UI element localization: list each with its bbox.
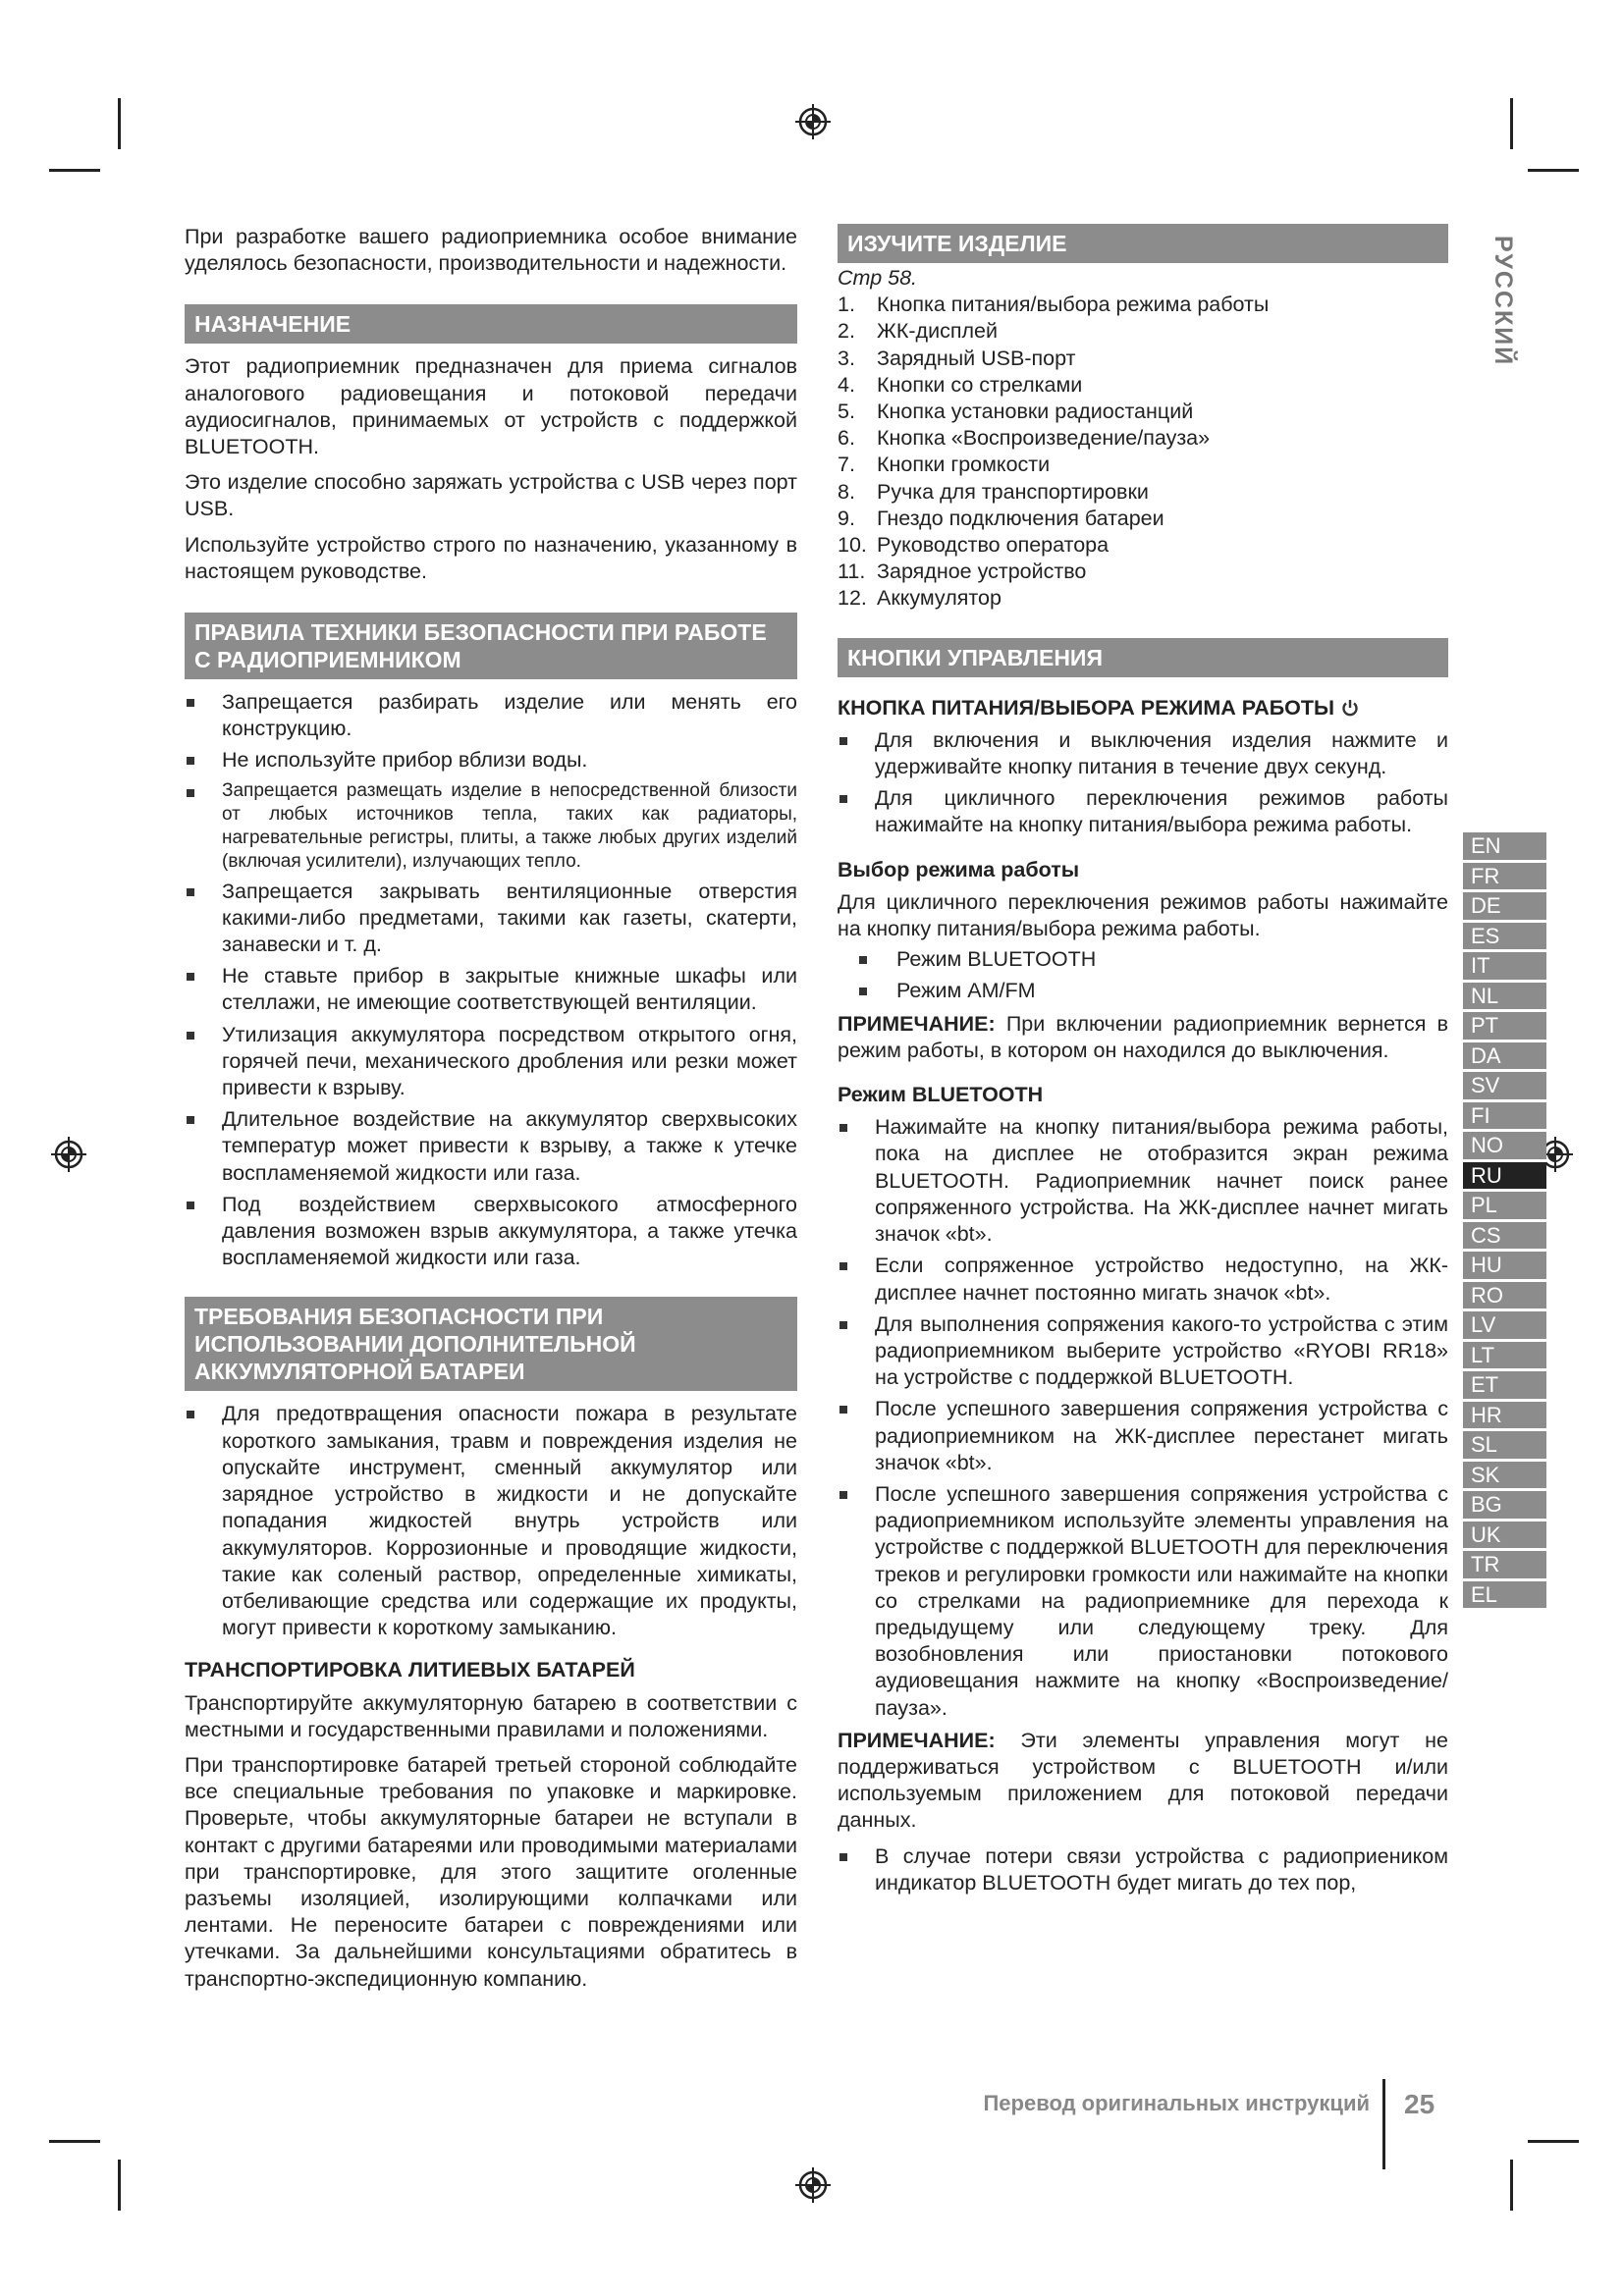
transport-paragraph: При транспортировке батарей третьей стороной соблюдайте все специальные требования по упаковке и маркировке. Проверьте, чтобы аккумуляторные батареи не вступали в контакт с другими батареями или проводимыми материалами при транспортировке, для этого защитите оголенные разъемы изоляцией, изолирующими колпачками или лентами. Не переносите батареи с повреждениями или утечками. За дальнейшими консультациями обратитесь в транспортно-экспедиционную компанию. [185, 1752, 797, 1991]
language-tab-active[interactable]: RU [1463, 1162, 1546, 1193]
list-item: Запрещается закрывать вентиляционные отверстия какими-либо предметами, такими как газеты, скатерти, занавески и т. д. [185, 879, 797, 959]
language-tab[interactable]: TR [1463, 1551, 1546, 1581]
language-tab[interactable]: NO [1463, 1132, 1546, 1162]
intro-paragraph: При разработке вашего радиоприемника особое внимание уделялось безопасности, производительности и надежности. [185, 225, 797, 276]
page-reference: Стр 58. [838, 266, 918, 290]
page-number: 25 [1404, 2089, 1435, 2119]
language-tab[interactable]: DA [1463, 1042, 1546, 1073]
language-tab[interactable]: FI [1463, 1102, 1546, 1133]
language-tab[interactable]: LT [1463, 1342, 1546, 1372]
language-tab[interactable]: CS [1463, 1222, 1546, 1253]
list-item: 7. Кнопки громкости [838, 453, 1051, 477]
note-paragraph: ПРИМЕЧАНИЕ: При включении радиоприемник вернется в режим работы, в котором он находился до выключения. [838, 1011, 1448, 1062]
language-tab[interactable]: PT [1463, 1012, 1546, 1042]
purpose-paragraph: Это изделие способно заряжать устройства с USB через порт USB. [185, 470, 797, 521]
list-item: Если сопряженное устройство недоступно, на ЖК-дисплее начнет постоянно мигать значок «bt». [838, 1253, 1448, 1306]
language-tab[interactable]: ET [1463, 1371, 1546, 1402]
right-column [838, 224, 1448, 1902]
battery-list [185, 1401, 797, 1641]
language-tab[interactable]: DE [1463, 892, 1546, 923]
list-item: Для предотвращения опасности пожара в результате короткого замыкания, травм и повреждения изделия не опускайте инструмент, сменный аккумулятор или зарядное устройство в жидкости и не допускайте попадания жидкостей внутрь устройств или аккумуляторов. Коррозионные и проводящие жидкости, такие как соленый раствор, определенные химикаты, отбеливающие средства или содержащие их продукты, могут привести к короткому замыканию. [185, 1401, 797, 1641]
list-item: 3. Зарядный USB-порт [838, 346, 1076, 370]
list-item: 10. Руководство оператора [838, 533, 1110, 558]
list-item: 6. Кнопка «Воспроизведение/пауза» [838, 426, 1211, 451]
crop-mark [118, 98, 121, 149]
crop-mark [118, 2160, 121, 2211]
note-paragraph: ПРИМЕЧАНИЕ: Эти элементы управления могут не поддерживаться устройством с BLUETOOTH и/или используемым приложением для потоковой передачи данных. [838, 1728, 1448, 1833]
language-tab[interactable]: UK [1463, 1522, 1546, 1552]
language-tab[interactable]: SL [1463, 1431, 1546, 1462]
crop-mark [49, 2140, 100, 2143]
footer-text: Перевод оригинальных инструкций [983, 2091, 1370, 2115]
crop-mark [49, 169, 100, 172]
crop-mark [1528, 169, 1579, 172]
list-item: Для цикличного переключения режимов работы нажимайте на кнопку питания/выбора режима работы. [838, 785, 1448, 838]
power-list [838, 727, 1448, 839]
language-tab[interactable]: RO [1463, 1282, 1546, 1312]
section-heading-controls: КНОПКИ УПРАВЛЕНИЯ [838, 638, 1448, 677]
list-item: Запрещается размещать изделие в непосредственной близости от любых источников тепла, таких как радиаторы, нагревательные регистры, плиты, а также любых других изделий (включая усилители), излучающих тепло. [185, 779, 797, 874]
language-tab[interactable]: EL [1463, 1581, 1546, 1612]
language-tab[interactable]: ES [1463, 923, 1546, 953]
list-item: Для выполнения сопряжения какого-то устройства с этим радиоприемником выберите устройство «RYOBI RR18» на устройстве с поддержкой BLUETOOTH. [838, 1311, 1448, 1392]
list-item: Не используйте прибор вблизи воды. [185, 747, 797, 774]
language-tab[interactable]: LV [1463, 1311, 1546, 1342]
crop-mark [1510, 98, 1513, 149]
language-tabs [1463, 832, 1546, 1611]
language-tab[interactable]: HR [1463, 1402, 1546, 1432]
language-tab[interactable]: HU [1463, 1252, 1546, 1282]
transport-paragraph: Транспортируйте аккумуляторную батарею в соответствии с местными и государственными правилами и положениями. [185, 1690, 797, 1741]
language-tab[interactable]: PL [1463, 1192, 1546, 1222]
list-item: 2. ЖК-дисплей [838, 319, 998, 344]
list-item: Режим BLUETOOTH [838, 946, 1448, 973]
list-item: Под воздействием сверхвысокого атмосферного давления возможен взрыв аккумулятора, а также утечка воспламеняемой жидкости или газа. [185, 1192, 797, 1272]
parts-list [838, 292, 1448, 612]
language-tab[interactable]: SV [1463, 1072, 1546, 1102]
section-heading-battery: ТРЕБОВАНИЯ БЕЗОПАСНОСТИ ПРИ ИСПОЛЬЗОВАНИИ ДОПОЛНИТЕЛЬНОЙ АККУМУЛЯТОРНОЙ БАТАРЕИ [185, 1297, 797, 1391]
language-tab[interactable]: FR [1463, 863, 1546, 893]
bluetooth-list-continued [838, 1843, 1448, 1896]
list-item: 11. Зарядное устройство [838, 560, 1087, 584]
list-item: Утилизация аккумулятора посредством открытого огня, горячей печи, механического дробления или резки может привести к взрыву. [185, 1022, 797, 1102]
list-item: Запрещается разбирать изделие или менять его конструкцию. [185, 689, 797, 742]
list-item: Не ставьте прибор в закрытые книжные шкафы или стеллажи, не имеющие соответствующей вентиляции. [185, 963, 797, 1016]
registration-crosshair-icon [793, 102, 833, 141]
list-item: После успешного завершения сопряжения устройства с радиоприемником на ЖК-дисплее перестанет мигать значок «bt». [838, 1396, 1448, 1476]
language-tab[interactable]: EN [1463, 832, 1546, 863]
mode-heading: Выбор режима работы [838, 857, 1080, 881]
footer-divider [1382, 2079, 1385, 2169]
safety-list [185, 689, 797, 1271]
list-item: 12. Аккумулятор [838, 586, 1001, 611]
list-item: 5. Кнопка установки радиостанций [838, 400, 1194, 424]
language-tab[interactable]: SK [1463, 1462, 1546, 1492]
list-item: После успешного завершения сопряжения устройства с радиоприемником используйте элементы управления на устройстве с поддержкой BLUETOOTH для переключения треков и регулировки громкости или нажимайте на кнопки со стрелками на радиоприемнике для перехода к предыдущему или следующему треку. Для возобновления или приостановки потокового аудиовещания нажмите на кнопку «Воспроизведение/пауза». [838, 1481, 1448, 1722]
list-item: 9. Гнездо подключения батареи [838, 506, 1164, 530]
transport-heading: ТРАНСПОРТИРОВКА ЛИТИЕВЫХ БАТАРЕЙ [185, 1658, 635, 1682]
bluetooth-list [838, 1114, 1448, 1721]
power-button-heading: КНОПКА ПИТАНИЯ/ВЫБОРА РЕЖИМА РАБОТЫ [838, 695, 1448, 721]
language-tab[interactable]: BG [1463, 1491, 1546, 1522]
section-heading-learn: ИЗУЧИТЕ ИЗДЕЛИЕ [838, 224, 1448, 263]
list-item: Для включения и выключения изделия нажмите и удерживайте кнопку питания в течение двух секунд. [838, 727, 1448, 780]
list-item: В случае потери связи устройства с радиоприеником индикатор BLUETOOTH будет мигать до тех пор, [838, 1843, 1448, 1896]
section-heading-purpose: НАЗНАЧЕНИЕ [185, 304, 797, 344]
mode-list [838, 946, 1448, 1004]
bluetooth-heading: Режим BLUETOOTH [838, 1083, 1044, 1107]
power-icon [1340, 698, 1360, 718]
language-tab[interactable]: NL [1463, 983, 1546, 1013]
purpose-paragraph: Этот радиоприемник предназначен для приема сигналов аналогового радиовещания и потоковой передачи аудиосигналов, принимаемых от устройств с поддержкой BLUETOOTH. [185, 354, 797, 459]
purpose-paragraph: Используйте устройство строго по назначению, указанному в настоящем руководстве. [185, 532, 797, 583]
registration-crosshair-icon [49, 1135, 88, 1174]
left-column [185, 224, 797, 2002]
mode-paragraph: Для цикличного переключения режимов работы нажимайте на кнопку питания/выбора режима работы. [838, 889, 1448, 941]
list-item: 8. Ручка для транспортировки [838, 479, 1149, 504]
list-item: Режим AM/FM [838, 978, 1448, 1004]
crop-mark [1528, 2140, 1579, 2143]
list-item: Нажимайте на кнопку питания/выбора режима работы, пока на дисплее не отобразится экран режима BLUETOOTH. Радиоприемник начнет поиск ранее сопряженного устройства. На ЖК-дисплее начнет мигать значок «bt». [838, 1114, 1448, 1248]
section-heading-safety: ПРАВИЛА ТЕХНИКИ БЕЗОПАСНОСТИ ПРИ РАБОТЕ С РАДИОПРИЕМНИКОМ [185, 613, 797, 679]
language-tab[interactable]: IT [1463, 952, 1546, 983]
list-item: 1. Кнопка питания/выбора режима работы [838, 293, 1270, 317]
language-vertical-label: РУССКИЙ [1489, 236, 1517, 367]
registration-crosshair-icon [793, 2165, 833, 2205]
list-item: 4. Кнопки со стрелками [838, 372, 1083, 397]
list-item: Длительное воздействие на аккумулятор сверхвысоких температур может привести к взрыву, а также к утечке воспламеняемой жидкости или газа. [185, 1106, 797, 1187]
crop-mark [1510, 2160, 1513, 2211]
